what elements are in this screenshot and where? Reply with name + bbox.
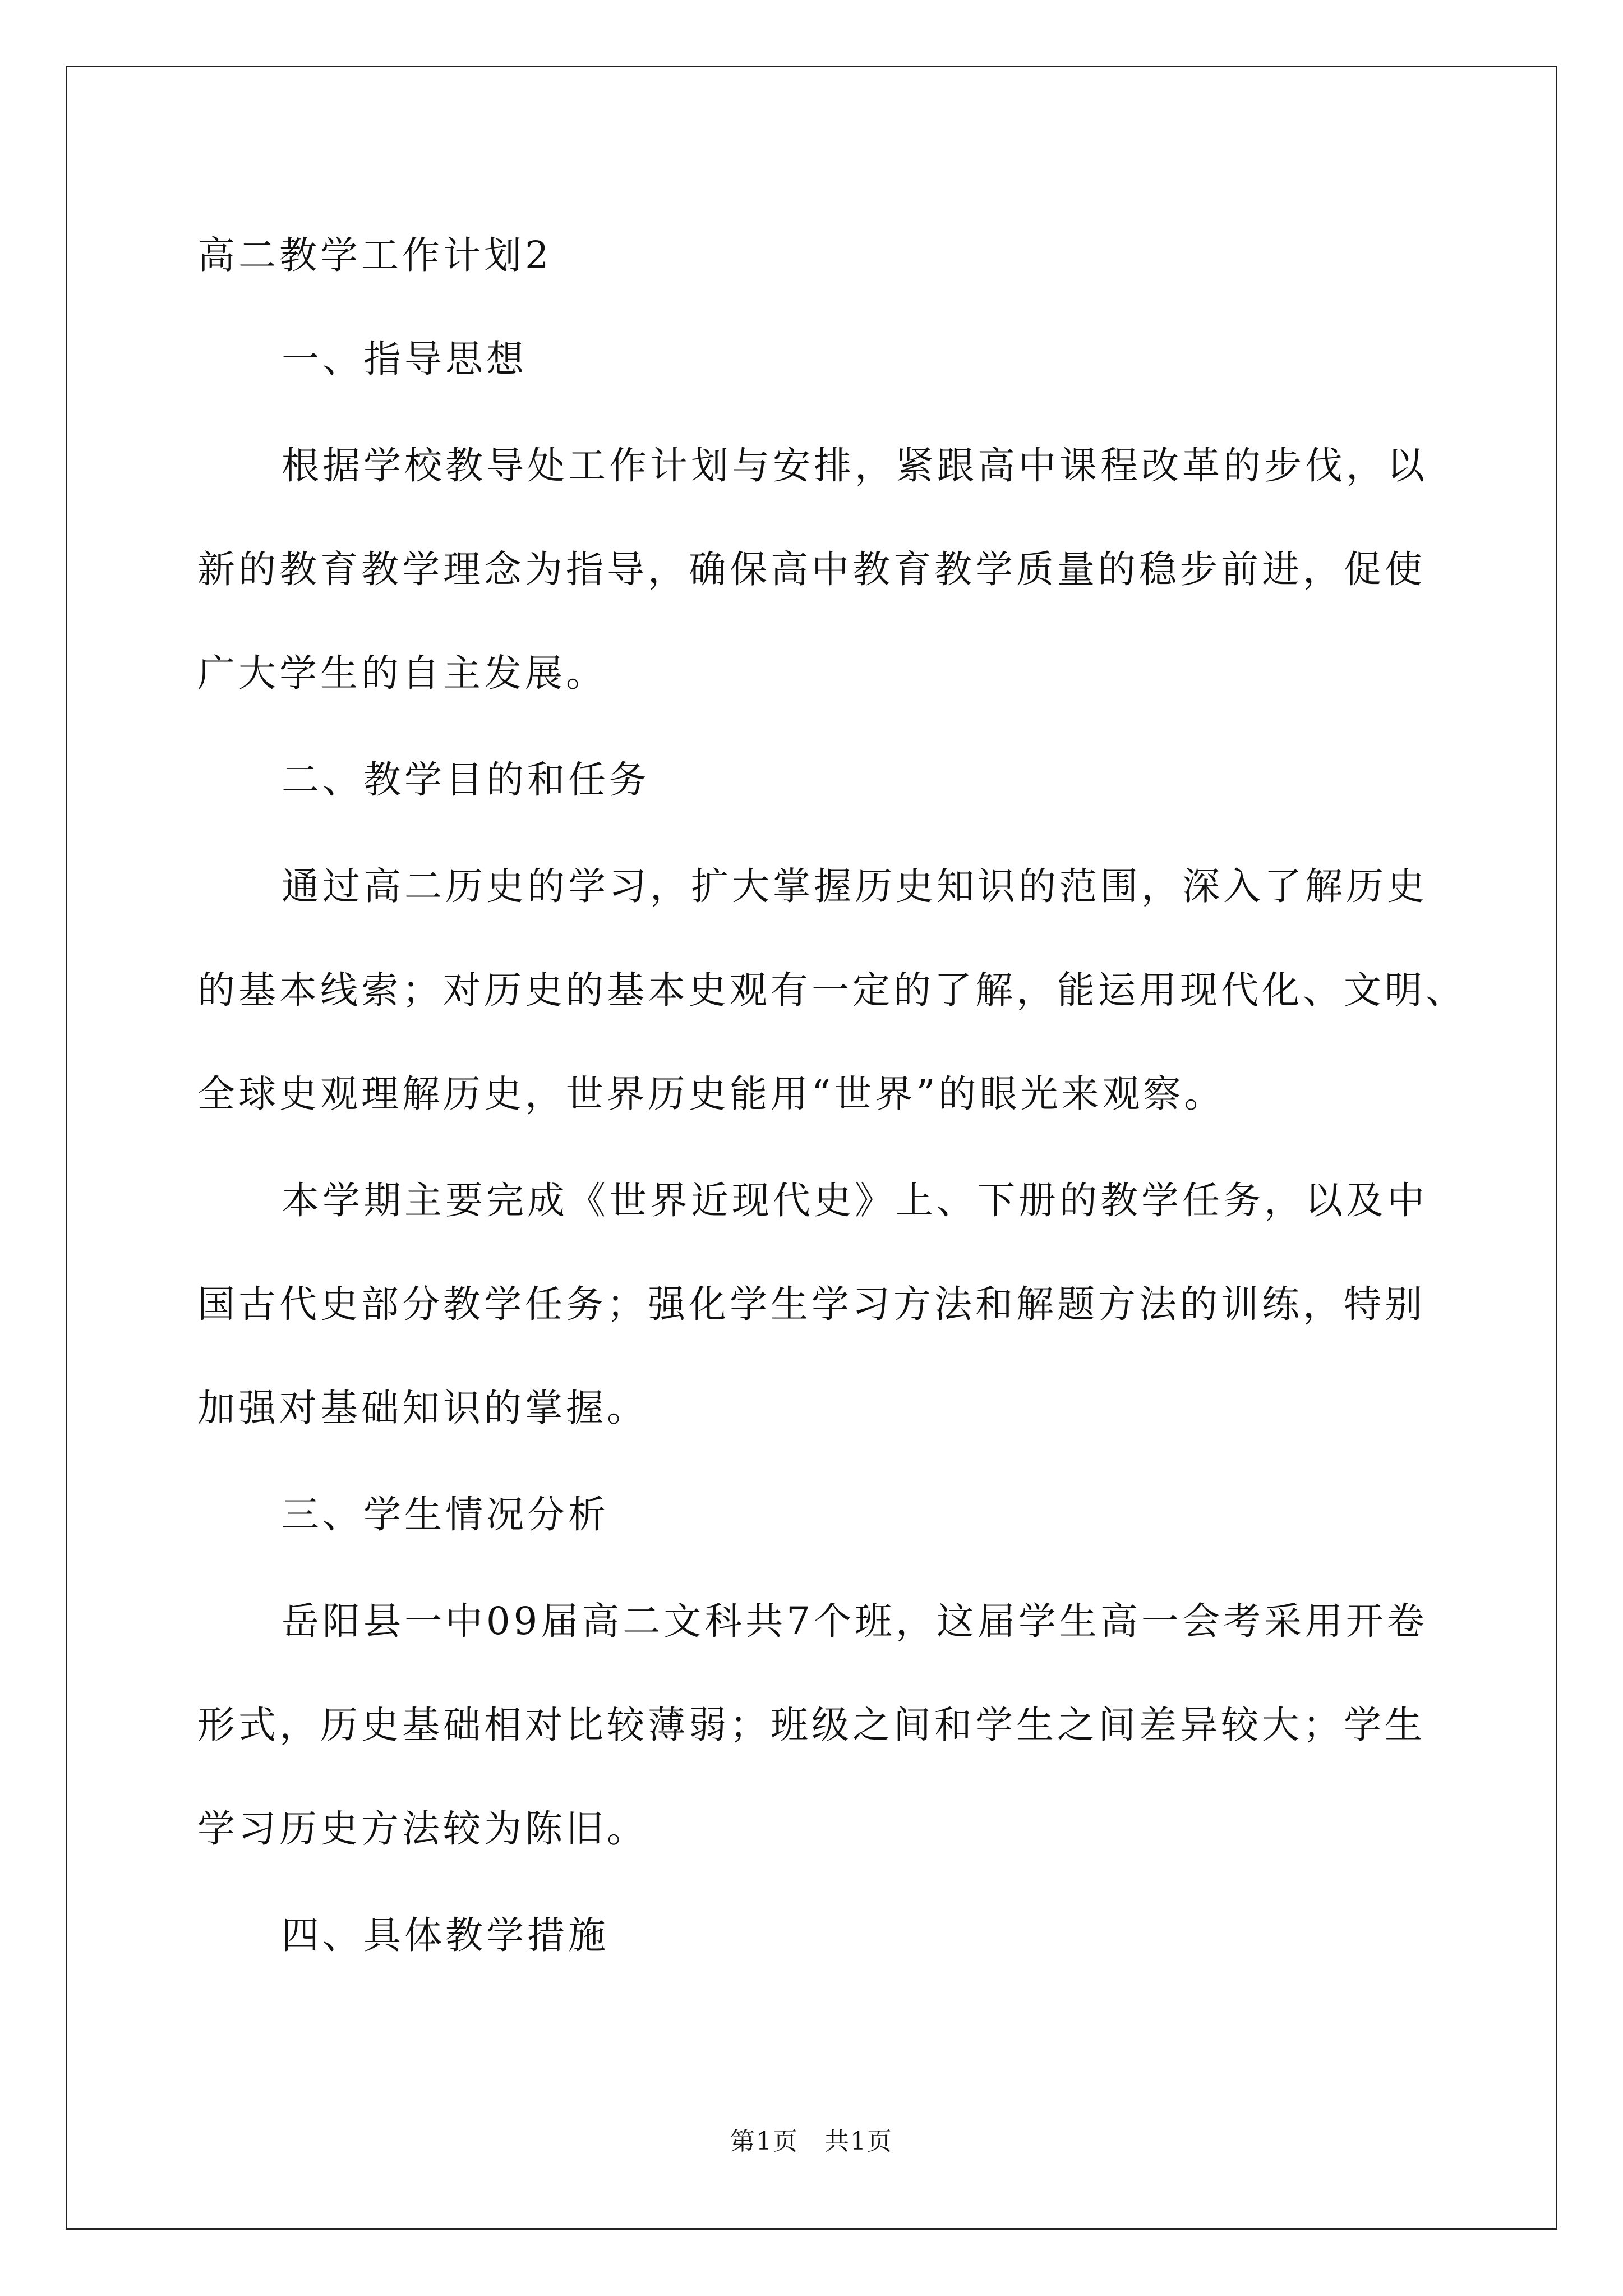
page-border (66, 66, 1557, 2230)
section-heading: 二、教学目的和任务 (282, 758, 650, 802)
paragraph-line: 岳阳县一中09届高二文科共7个班，这届学生高一会考采用开卷 (282, 1599, 1428, 1643)
paragraph-line: 全球史观理解历史，世界历史能用“世界”的眼光来观察。 (197, 1072, 1225, 1116)
paragraph-line: 根据学校教导处工作计划与安排，紧跟高中课程改革的步伐，以 (282, 444, 1428, 487)
page-number: 第1页 共1页 (730, 2127, 893, 2156)
paragraph-line: 形式，历史基础相对比较薄弱；班级之间和学生之间差异较大；学生 (197, 1703, 1426, 1747)
paragraph-line: 国古代史部分教学任务；强化学生学习方法和解题方法的训练，特别 (197, 1282, 1426, 1326)
section-heading: 三、学生情况分析 (282, 1493, 609, 1536)
section-heading: 一、指导思想 (282, 337, 527, 381)
section-heading: 四、具体教学措施 (282, 1913, 609, 1957)
paragraph-line: 加强对基础知识的掌握。 (197, 1386, 648, 1430)
paragraph-line: 本学期主要完成《世界近现代史》上、下册的教学任务，以及中 (282, 1179, 1428, 1222)
paragraph-line: 学习历史方法较为陈旧。 (197, 1807, 648, 1851)
paragraph-line: 新的教育教学理念为指导，确保高中教育教学质量的稳步前进，促使 (197, 547, 1426, 591)
paragraph-line: 的基本线索；对历史的基本史观有一定的了解，能运用现代化、文明、 (197, 968, 1467, 1012)
document-title: 高二教学工作计划2 (197, 233, 552, 277)
paragraph-line: 通过高二历史的学习，扩大掌握历史知识的范围，深入了解历史 (282, 864, 1428, 908)
paragraph-line: 广大学生的自主发展。 (197, 651, 607, 695)
